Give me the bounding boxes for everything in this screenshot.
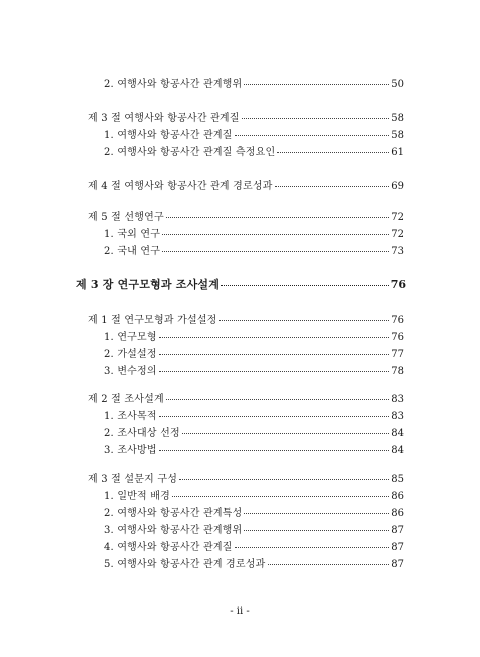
dot-leader [172,496,389,497]
toc-entry [104,365,404,378]
toc-entry [104,245,404,258]
toc-entry [104,524,404,537]
toc-entry [104,541,404,554]
toc-entry-page: 77 [391,349,404,360]
toc-entry [104,348,404,361]
toc-entry-title: 2. 가설설정 [104,349,157,360]
toc-entry-page: 50 [391,79,404,90]
toc-entry [104,228,404,241]
toc-entry-page: 87 [391,525,404,536]
toc-entry-page: 83 [391,394,404,405]
toc-entry-page: 85 [391,474,404,485]
toc-entry-page: 83 [391,411,404,422]
toc-entry-chapter [76,278,406,291]
toc-entry-title: 제 3 절 설문지 구성 [88,474,178,485]
toc-entry-page: 84 [391,428,404,439]
toc-entry-page: 76 [390,278,406,291]
dot-leader [219,320,390,321]
toc-entry-title: 2. 여행사와 항공사간 관계행위 [104,79,243,90]
toc-entry-title: 1. 국외 연구 [104,229,161,240]
toc-entry-page: 61 [391,147,404,158]
toc-entry-title: 4. 여행사와 항공사간 관계질 [104,542,233,553]
dot-leader [244,530,389,531]
toc-entry-page: 58 [391,130,404,141]
dot-leader [244,84,389,85]
toc-entry-section [88,112,404,125]
toc-entry [104,427,404,440]
toc-entry-title: 5. 여행사와 항공사간 관계 경로성과 [104,559,266,570]
dot-leader [159,337,390,338]
toc-entry-title: 1. 연구모형 [104,332,157,343]
dot-leader [277,152,389,153]
dot-leader [242,118,390,119]
dot-leader [275,186,390,187]
toc-entry-title: 3. 조사방법 [104,445,157,456]
toc-entry [104,78,404,91]
toc-entry [104,146,404,159]
dot-leader [235,547,390,548]
toc-entry-page: 87 [391,559,404,570]
dot-leader [182,433,389,434]
toc-entry-section [88,473,404,486]
dot-leader [159,371,390,372]
dot-leader [159,450,390,451]
toc-entry [104,490,404,503]
toc-entry-page: 78 [391,366,404,377]
toc-entry-page: 86 [391,508,404,519]
toc-entry-page: 76 [391,332,404,343]
toc-entry-title: 제 2 절 조사설계 [88,394,164,405]
toc-entry-title: 1. 조사목적 [104,411,157,422]
toc-entry-title: 2. 조사대상 선정 [104,428,180,439]
toc-entry [104,507,404,520]
toc-entry-page: 87 [391,542,404,553]
toc-entry-title: 2. 여행사와 항공사간 관계특성 [104,508,243,519]
dot-leader [166,399,389,400]
toc-entry-page: 76 [391,315,404,326]
dot-leader [166,217,389,218]
toc-entry-title: 2. 여행사와 항공사간 관계질 측정요인 [104,147,276,158]
toc-entry-title: 2. 국내 연구 [104,246,161,257]
toc-entry-page: 84 [391,445,404,456]
toc-entry-section [88,180,404,193]
page-number-footer: - ii - [230,606,250,617]
toc-entry-section [88,314,404,327]
dot-leader [159,416,390,417]
toc-entry [104,444,404,457]
dot-leader [159,354,390,355]
toc-entry-title: 제 3 장 연구모형과 조사설계 [76,278,220,291]
toc-entry-title: 제 4 절 여행사와 항공사간 관계 경로성과 [88,181,273,192]
toc-entry-title: 1. 일반적 배경 [104,491,170,502]
toc-entry-page: 73 [391,246,404,257]
toc-entry-section [88,211,404,224]
dot-leader [235,135,390,136]
toc-entry [104,331,404,344]
dot-leader [244,513,389,514]
toc-entry-title: 3. 변수정의 [104,366,157,377]
toc-entry-page: 58 [391,113,404,124]
dot-leader [162,234,389,235]
toc-entry-title: 제 1 절 연구모형과 가설설정 [88,315,217,326]
toc-entry-section [88,393,404,406]
dot-leader [162,251,389,252]
dot-leader [179,479,389,480]
toc-entry-title: 1. 여행사와 항공사간 관계질 [104,130,233,141]
toc-entry-page: 72 [391,229,404,240]
dot-leader [268,564,390,565]
toc-entry-title: 제 5 절 선행연구 [88,212,164,223]
toc-entry-page: 69 [391,181,404,192]
toc-entry-page: 86 [391,491,404,502]
toc-entry [104,410,404,423]
toc-entry [104,558,404,571]
toc-entry-page: 72 [391,212,404,223]
toc-entry-title: 3. 여행사와 항공사간 관계행위 [104,525,243,536]
toc-entry [104,129,404,142]
toc-entry-title: 제 3 절 여행사와 항공사간 관계질 [88,113,240,124]
dot-leader [221,285,389,286]
